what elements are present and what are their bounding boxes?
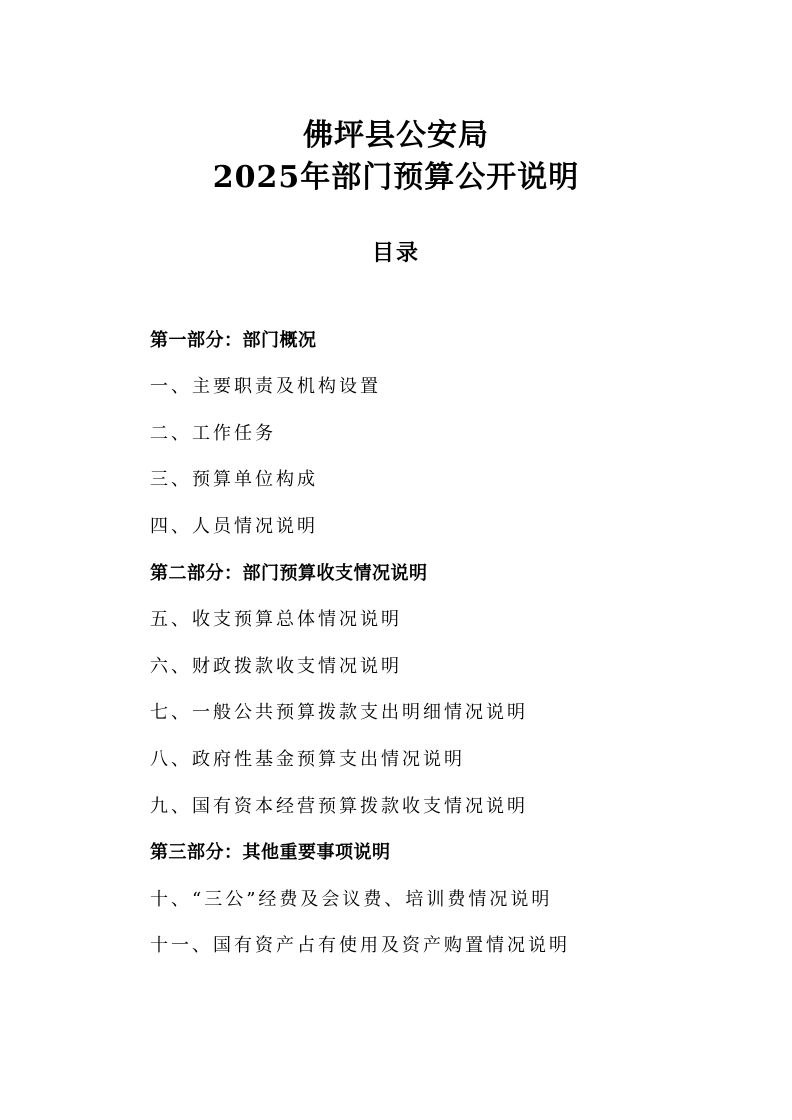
toc-item: 十、“三公”经费及会议费、培训费情况说明 [150, 889, 553, 910]
toc-item: 一、主要职责及机构设置 [150, 376, 381, 397]
toc-item: 七、一般公共预算拨款支出明细情况说明 [150, 702, 528, 723]
toc-part-heading: 第二部分：部门预算收支情况说明 [150, 563, 428, 584]
toc-part-heading: 第三部分：其他重要事项说明 [150, 842, 391, 863]
toc-item: 五、收支预算总体情况说明 [150, 609, 402, 630]
toc-item: 三、预算单位构成 [150, 469, 318, 490]
toc-part-heading: 第一部分：部门概况 [150, 330, 317, 351]
document-title-line1: 佛坪县公安局 [303, 118, 489, 153]
toc-item: 四、人员情况说明 [150, 516, 318, 537]
toc-item: 八、政府性基金预算支出情况说明 [150, 749, 465, 770]
toc-item: 二、工作任务 [150, 423, 276, 444]
toc-item: 九、国有资本经营预算拨款收支情况说明 [150, 796, 528, 817]
toc-item: 六、财政拨款收支情况说明 [150, 656, 402, 677]
document-title-line2: 2025年部门预算公开说明 [212, 160, 580, 195]
toc-heading: 目录 [371, 240, 420, 266]
toc-item: 十一、国有资产占有使用及资产购置情况说明 [150, 935, 570, 956]
